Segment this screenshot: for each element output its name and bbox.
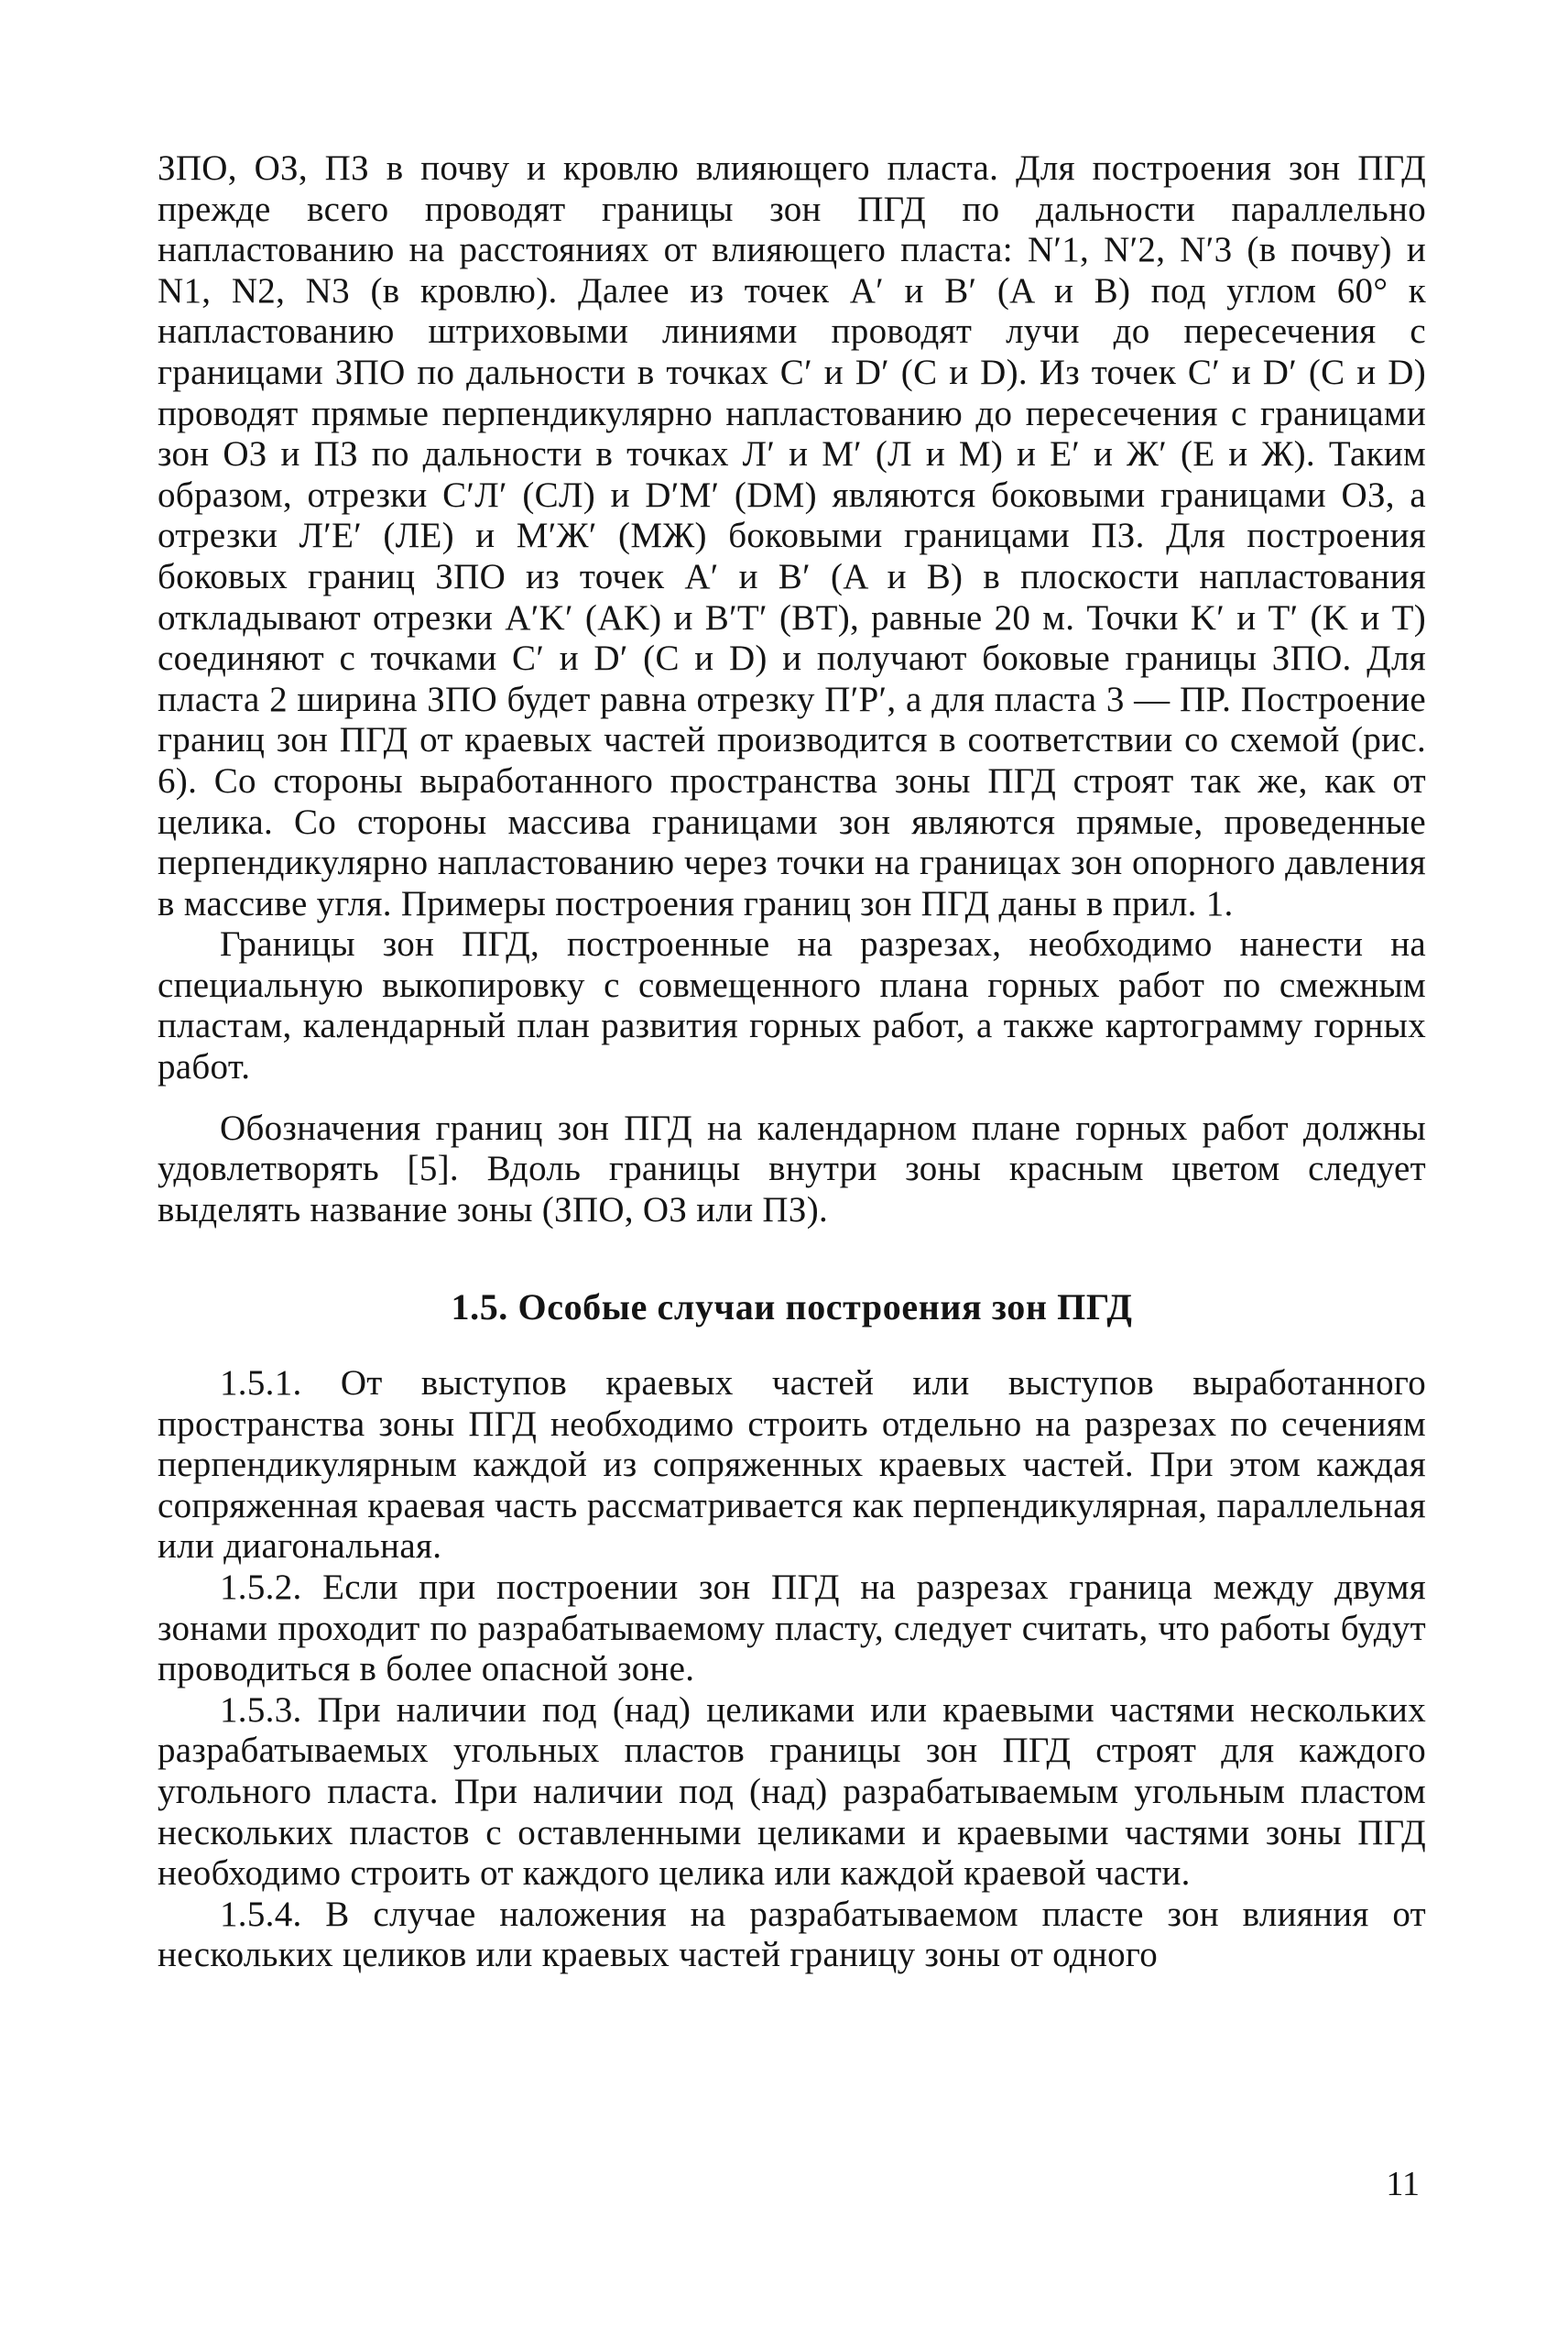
section-heading: 1.5. Особые случаи построения зон ПГД [451,1286,1133,1328]
paragraph: ЗПО, ОЗ, ПЗ в почву и кровлю влияющего пласта. Для построения зон ПГД прежде всего проводят границы зон ПГД по дальности параллельно напластованию на расстояниях от влияющего пласта: N′1, N′2, N′3 (в почву) и N1, N2, N3 (в кровлю). Далее из точек A′ и B′ (A и B) под углом 60° к напластованию штриховыми линиями проводят лучи до пересечения с границами ЗПО по дальности в точках C′ и D′ (C и D). Из точек C′ и D′ (C и D) проводят прямые перпендикулярно напластованию до пересечения с границами зон ОЗ и ПЗ по дальности в точках Л′ и M′ (Л и M) и E′ и Ж′ (E и Ж). Таким образом, отрезки C′Л′ (CЛ) и D′M′ (DM) являются боковыми границами ОЗ, а отрезки Л′E′ (ЛE) и M′Ж′ (MЖ) боковыми границами ПЗ. Для построения боковых границ ЗПО из точек A′ и B′ (A и B) в плоскости напластования откладывают отрезки A′K′ (AK) и B′T′ (BT), равные 20 м. Точки K′ и T′ (K и T) соединяют с точками C′ и D′ (C и D) и получают боковые границы ЗПО. Для пласта 2 ширина ЗПО будет равна отрезку П′P′, а для пласта 3 — ПP. Построение границ зон ПГД от краевых частей производится в соответствии со схемой (рис. 6). Со стороны выработанного пространства зоны ПГД строят так же, как от целика. Со стороны массива границами зон являются прямые, проведенные перпендикулярно напластованию через точки на границах зон опорного давления в массиве угля. Примеры построения границ зон ПГД даны в прил. 1. [158,148,1426,923]
paragraph: 1.5.1. От выступов краевых частей или выступов выработанного пространства зоны ПГД необходимо строить отдельно на разрезах по сечениям перпендикулярным каждой из сопряженных краевых частей. При этом каждая сопряженная краевая часть рассматривается как перпендикулярная, параллельная или диагональная. [158,1363,1426,1567]
paragraph: 1.5.3. При наличии под (над) целиками или краевыми частями нескольких разрабатываемых угольных пластов границы зон ПГД строят для каждого угольного пласта. При наличии под (над) разрабатываемым угольным пластом нескольких пластов с оставленными целиками и краевыми частями зоны ПГД необходимо строить от каждого целика или каждой краевой части. [158,1689,1426,1894]
paragraph: 1.5.2. Если при построении зон ПГД на разрезах граница между двумя зонами проходит по разрабатываемому пласту, следует считать, что работы будут проводиться в более опасной зоне. [158,1568,1426,1689]
paragraph: Обозначения границ зон ПГД на календарном плане горных работ должны удовлетворять [5]. Вдоль границы внутри зоны красным цветом следует выделять название зоны (ЗПО, ОЗ или ПЗ). [158,1108,1426,1229]
page-number: 11 [1386,2165,1420,2203]
body-text [158,148,1426,1976]
paragraph: 1.5.4. В случае наложения на разрабатываемом пласте зон влияния от нескольких целиков или краевых частей границу зоны от одного [158,1894,1426,1975]
paragraph: Границы зон ПГД, построенные на разрезах, необходимо нанести на специальную выкопировку с совмещенного плана горных работ по смежным пластам, календарный план развития горных работ, а также картограмму горных работ. [158,924,1426,1087]
